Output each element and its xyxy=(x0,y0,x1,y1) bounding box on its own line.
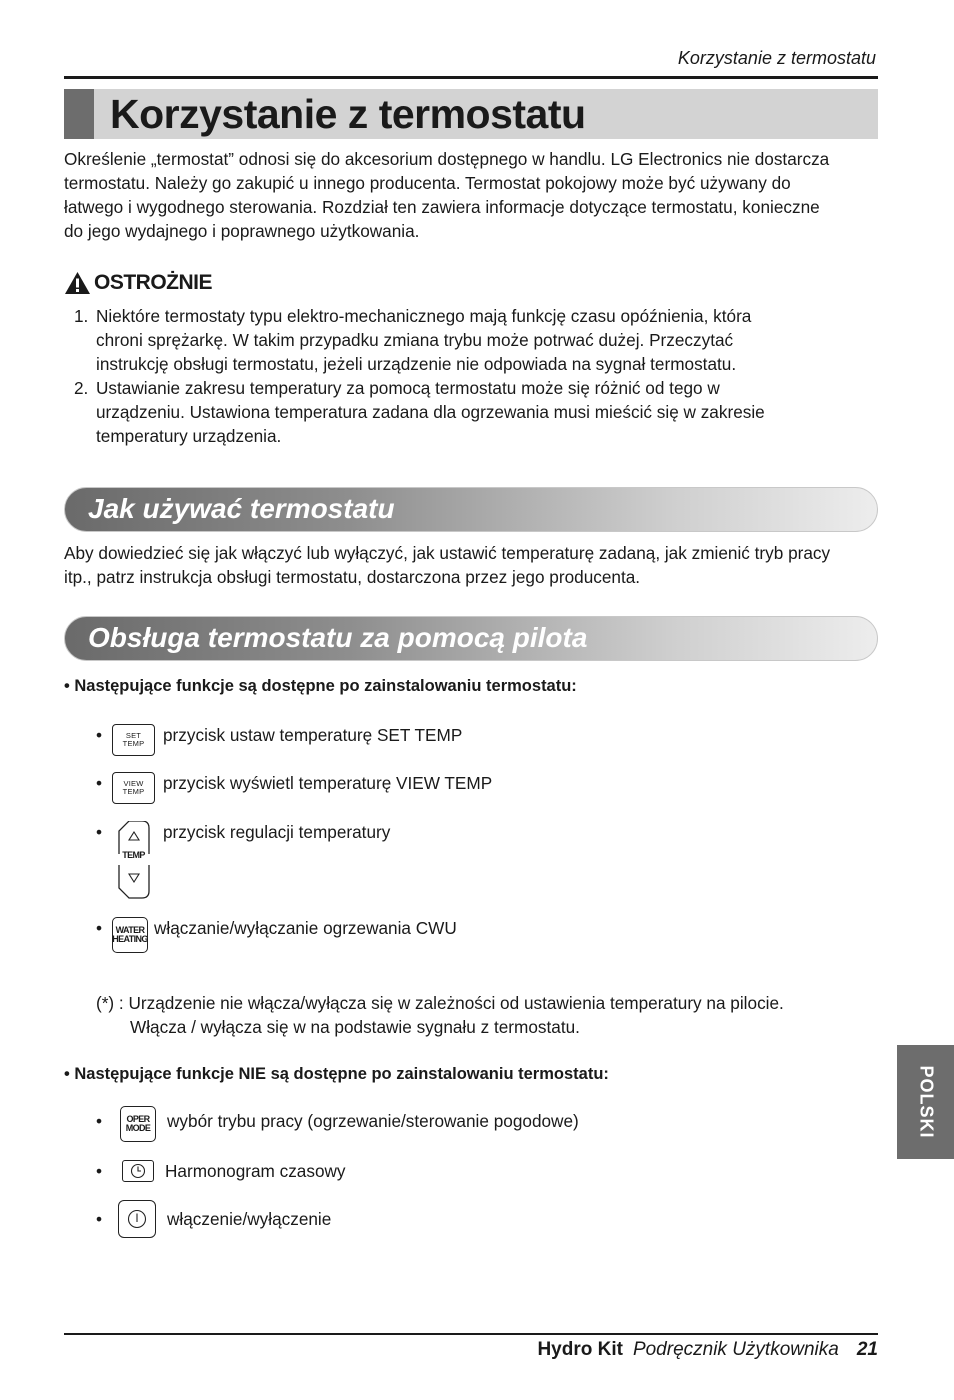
list-item: • TEMP przycisk regulacji temperatury xyxy=(96,821,390,899)
list-item: • VIEW TEMP przycisk wyświetl temperaturę VIEW TEMP xyxy=(96,772,492,804)
list-item: 2. Ustawianie zakresu temperatury za pomocą termostatu może się różnić od tego w urządzeniu. Ustawiona temperatura zadana dla ogrzewania musi mieścić się w zakresie temperatury urządzenia. xyxy=(74,378,765,446)
intro-line: termostatu. Należy go zakupić u innego producenta. Termostat pokojowy może być używany do xyxy=(64,173,791,193)
unavailable-heading: • Następujące funkcje NIE są dostępne po zainstalowaniu termostatu: xyxy=(64,1065,609,1083)
title-accent-block xyxy=(64,89,94,139)
water-heating-button-icon: WATER HEATING xyxy=(112,917,148,953)
list-item: • WATER HEATING włączanie/wyłączanie ogrzewania CWU xyxy=(96,917,457,953)
view-temp-button-icon: VIEW TEMP xyxy=(112,772,155,804)
list-item: • SET TEMP przycisk ustaw temperaturę SET TEMP xyxy=(96,724,462,756)
warning-icon xyxy=(64,271,91,295)
page-number: 21 xyxy=(856,1339,878,1360)
section-paragraph: Aby dowiedzieć się jak włączyć lub wyłączyć, jak ustawić temperaturę zadaną, jak zmienić tryb pracy itp., patrz instrukcja obsługi termostatu, dostarczona przez jego producenta. xyxy=(64,543,831,587)
top-rule xyxy=(64,76,878,79)
timer-button-icon xyxy=(122,1160,154,1182)
intro-line: łatwego i wygodnego sterowania. Rozdział ten zawiera informacje dotyczące termostatu, konieczne xyxy=(64,197,820,217)
caution-label: OSTROŻNIE xyxy=(94,271,213,294)
footer-manual: Podręcznik Użytkownika xyxy=(632,1339,839,1360)
section-title: Obsługa termostatu za pomocą pilota xyxy=(88,622,588,653)
list-item: • OPER MODE wybór trybu pracy (ogrzewanie/sterowanie pogodowe) xyxy=(96,1106,579,1142)
intro-line: Określenie „termostat” odnosi się do akcesorium dostępnego w handlu. LG Electronics nie dostarcza xyxy=(64,149,830,169)
clock-icon xyxy=(130,1163,146,1179)
power-button-icon xyxy=(118,1200,156,1238)
intro-paragraph xyxy=(64,147,884,243)
footer xyxy=(537,1339,878,1361)
bottom-rule xyxy=(64,1333,878,1335)
intro-line: do jego wydajnego i poprawnego użytkowania. xyxy=(64,221,420,241)
caution-heading xyxy=(64,271,212,295)
caution-list xyxy=(74,304,854,448)
language-tab: POLSKI xyxy=(897,1045,954,1159)
oper-mode-button-icon: OPER MODE xyxy=(120,1106,156,1142)
available-heading: • Następujące funkcje są dostępne po zainstalowaniu termostatu: xyxy=(64,677,577,695)
power-icon xyxy=(126,1208,148,1230)
list-item: 1. Niektóre termostaty typu elektro-mechanicznego mają funkcję czasu opóźnienia, która chroni sprężarkę. W takim przypadku zmiana trybu może potrwać dużej. Przeczytać instrukcję obsługi termostatu, jeżeli urządzenie nie odpowiada na sygnał termostatu. xyxy=(74,306,752,374)
note: (*) : Urządzenie nie włącza/wyłącza się w zależności od ustawienia temperatury na pilocie. Włącza / wyłącza się w na podstawie sygnału z termostatu. xyxy=(96,993,784,1037)
page-title: Korzystanie z termostatu xyxy=(110,91,586,137)
list-item: • Harmonogram czasowy xyxy=(96,1161,346,1181)
set-temp-button-icon: SET TEMP xyxy=(112,724,155,756)
section-title: Jak używać termostatu xyxy=(88,493,395,524)
temp-adjust-button-icon: TEMP xyxy=(112,821,155,899)
list-item: • włączenie/wyłączenie xyxy=(96,1200,331,1238)
running-head: Korzystanie z termostatu xyxy=(677,48,876,68)
footer-product: Hydro Kit xyxy=(537,1339,623,1360)
